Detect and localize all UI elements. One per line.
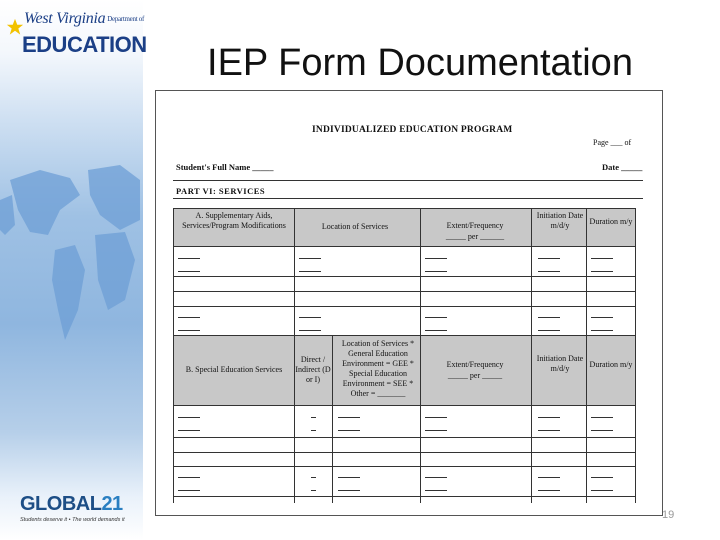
blank-line: [311, 430, 316, 431]
blank-line: [299, 258, 321, 259]
grid-line: [173, 208, 636, 209]
grid-line: [586, 208, 587, 503]
global21-wordmark: GLOBAL21: [20, 493, 123, 515]
iep-form-image: [155, 90, 663, 516]
blank-line: [591, 330, 613, 331]
blank-line: [591, 258, 613, 259]
grid-line: [173, 466, 636, 467]
blank-line: [299, 317, 321, 318]
section-b-col-extent: Extent/Frequency: [446, 360, 504, 369]
blank-line: [425, 477, 447, 478]
wv-department-of-education-logo: [6, 8, 147, 58]
divider: [173, 198, 643, 199]
grid-line: [173, 452, 636, 453]
blank-line: [425, 271, 447, 272]
blank-line: [338, 490, 360, 491]
divider: [173, 180, 643, 181]
blank-line: [538, 430, 560, 431]
world-map-graphic: [0, 140, 143, 400]
slide-page-number: 19: [662, 509, 675, 521]
blank-line: [425, 430, 447, 431]
section-b-col-services: B. Special Education Services: [185, 365, 283, 374]
grid-line: [173, 405, 636, 406]
section-a-col-location: Location of Services: [321, 222, 389, 231]
section-a-col-extent-per: _____ per ______: [445, 232, 505, 241]
blank-line: [178, 330, 200, 331]
blank-line: [425, 417, 447, 418]
grid-line: [332, 335, 333, 503]
blank-line: [538, 477, 560, 478]
grid-line: [173, 306, 636, 307]
grid-line: [173, 291, 636, 292]
date-label: Date _____: [602, 162, 643, 172]
form-page-label: Page ___ of: [593, 138, 632, 147]
global21-logo: [20, 493, 140, 527]
section-b-col-direct: Direct / Indirect (D or I): [295, 355, 331, 384]
grid-line: [173, 437, 636, 438]
blank-line: [178, 430, 200, 431]
sidebar-background: [0, 0, 147, 540]
blank-line: [425, 490, 447, 491]
blank-line: [591, 317, 613, 318]
blank-line: [178, 271, 200, 272]
section-a-col-duration: Duration m/y: [589, 217, 633, 226]
blank-line: [299, 271, 321, 272]
section-b-col-location: Location of Services * General Education Environment = GEE * Special Education Environment = SEE * Other = _______: [341, 339, 415, 398]
blank-line: [311, 490, 316, 491]
blank-line: [591, 271, 613, 272]
blank-line: [538, 258, 560, 259]
blank-line: [299, 330, 321, 331]
grid-line: [420, 208, 421, 503]
blank-line: [591, 430, 613, 431]
section-a-col-extent: Extent/Frequency: [446, 221, 504, 230]
blank-line: [178, 258, 200, 259]
blank-line: [538, 330, 560, 331]
blank-line: [538, 417, 560, 418]
global21-tagline: Students deserve it • The world demands it: [20, 517, 125, 523]
blank-line: [311, 417, 316, 418]
grid-line: [173, 335, 636, 336]
blank-line: [178, 490, 200, 491]
blank-line: [538, 271, 560, 272]
grid-line: [173, 496, 636, 497]
grid-line: [173, 276, 636, 277]
blank-line: [591, 417, 613, 418]
grid-line: [173, 208, 174, 503]
blank-line: [178, 417, 200, 418]
logo-line-1: West Virginia Department of: [24, 10, 145, 27]
blank-line: [178, 317, 200, 318]
blank-line: [591, 490, 613, 491]
section-a-col-initiation: Initiation Date m/d/y: [536, 211, 584, 230]
blank-line: [311, 477, 316, 478]
blank-line: [425, 317, 447, 318]
blank-line: [538, 490, 560, 491]
blank-line: [338, 430, 360, 431]
grid-line: [531, 208, 532, 503]
part-label: PART VI: SERVICES: [176, 186, 266, 196]
blank-line: [591, 477, 613, 478]
logo-line-2: EDUCATION: [22, 32, 147, 57]
blank-line: [178, 477, 200, 478]
grid-line: [173, 246, 636, 247]
form-title: INDIVIDUALIZED EDUCATION PROGRAM: [312, 125, 513, 135]
blank-line: [425, 258, 447, 259]
blank-line: [338, 477, 360, 478]
slide-title: IEP Form Documentation: [207, 42, 633, 84]
section-a-col-aids: A. Supplementary Aids, Services/Program Modifications: [182, 211, 286, 230]
blank-line: [338, 417, 360, 418]
section-b-col-duration: Duration m/y: [589, 360, 633, 369]
blank-line: [538, 317, 560, 318]
grid-line: [294, 208, 295, 503]
student-name-label: Student's Full Name _____: [176, 162, 274, 172]
blank-line: [425, 330, 447, 331]
section-b-col-initiation: Initiation Date m/d/y: [536, 354, 584, 373]
section-b-col-extent-per: _____ per _____: [447, 371, 503, 380]
grid-line: [635, 208, 636, 503]
